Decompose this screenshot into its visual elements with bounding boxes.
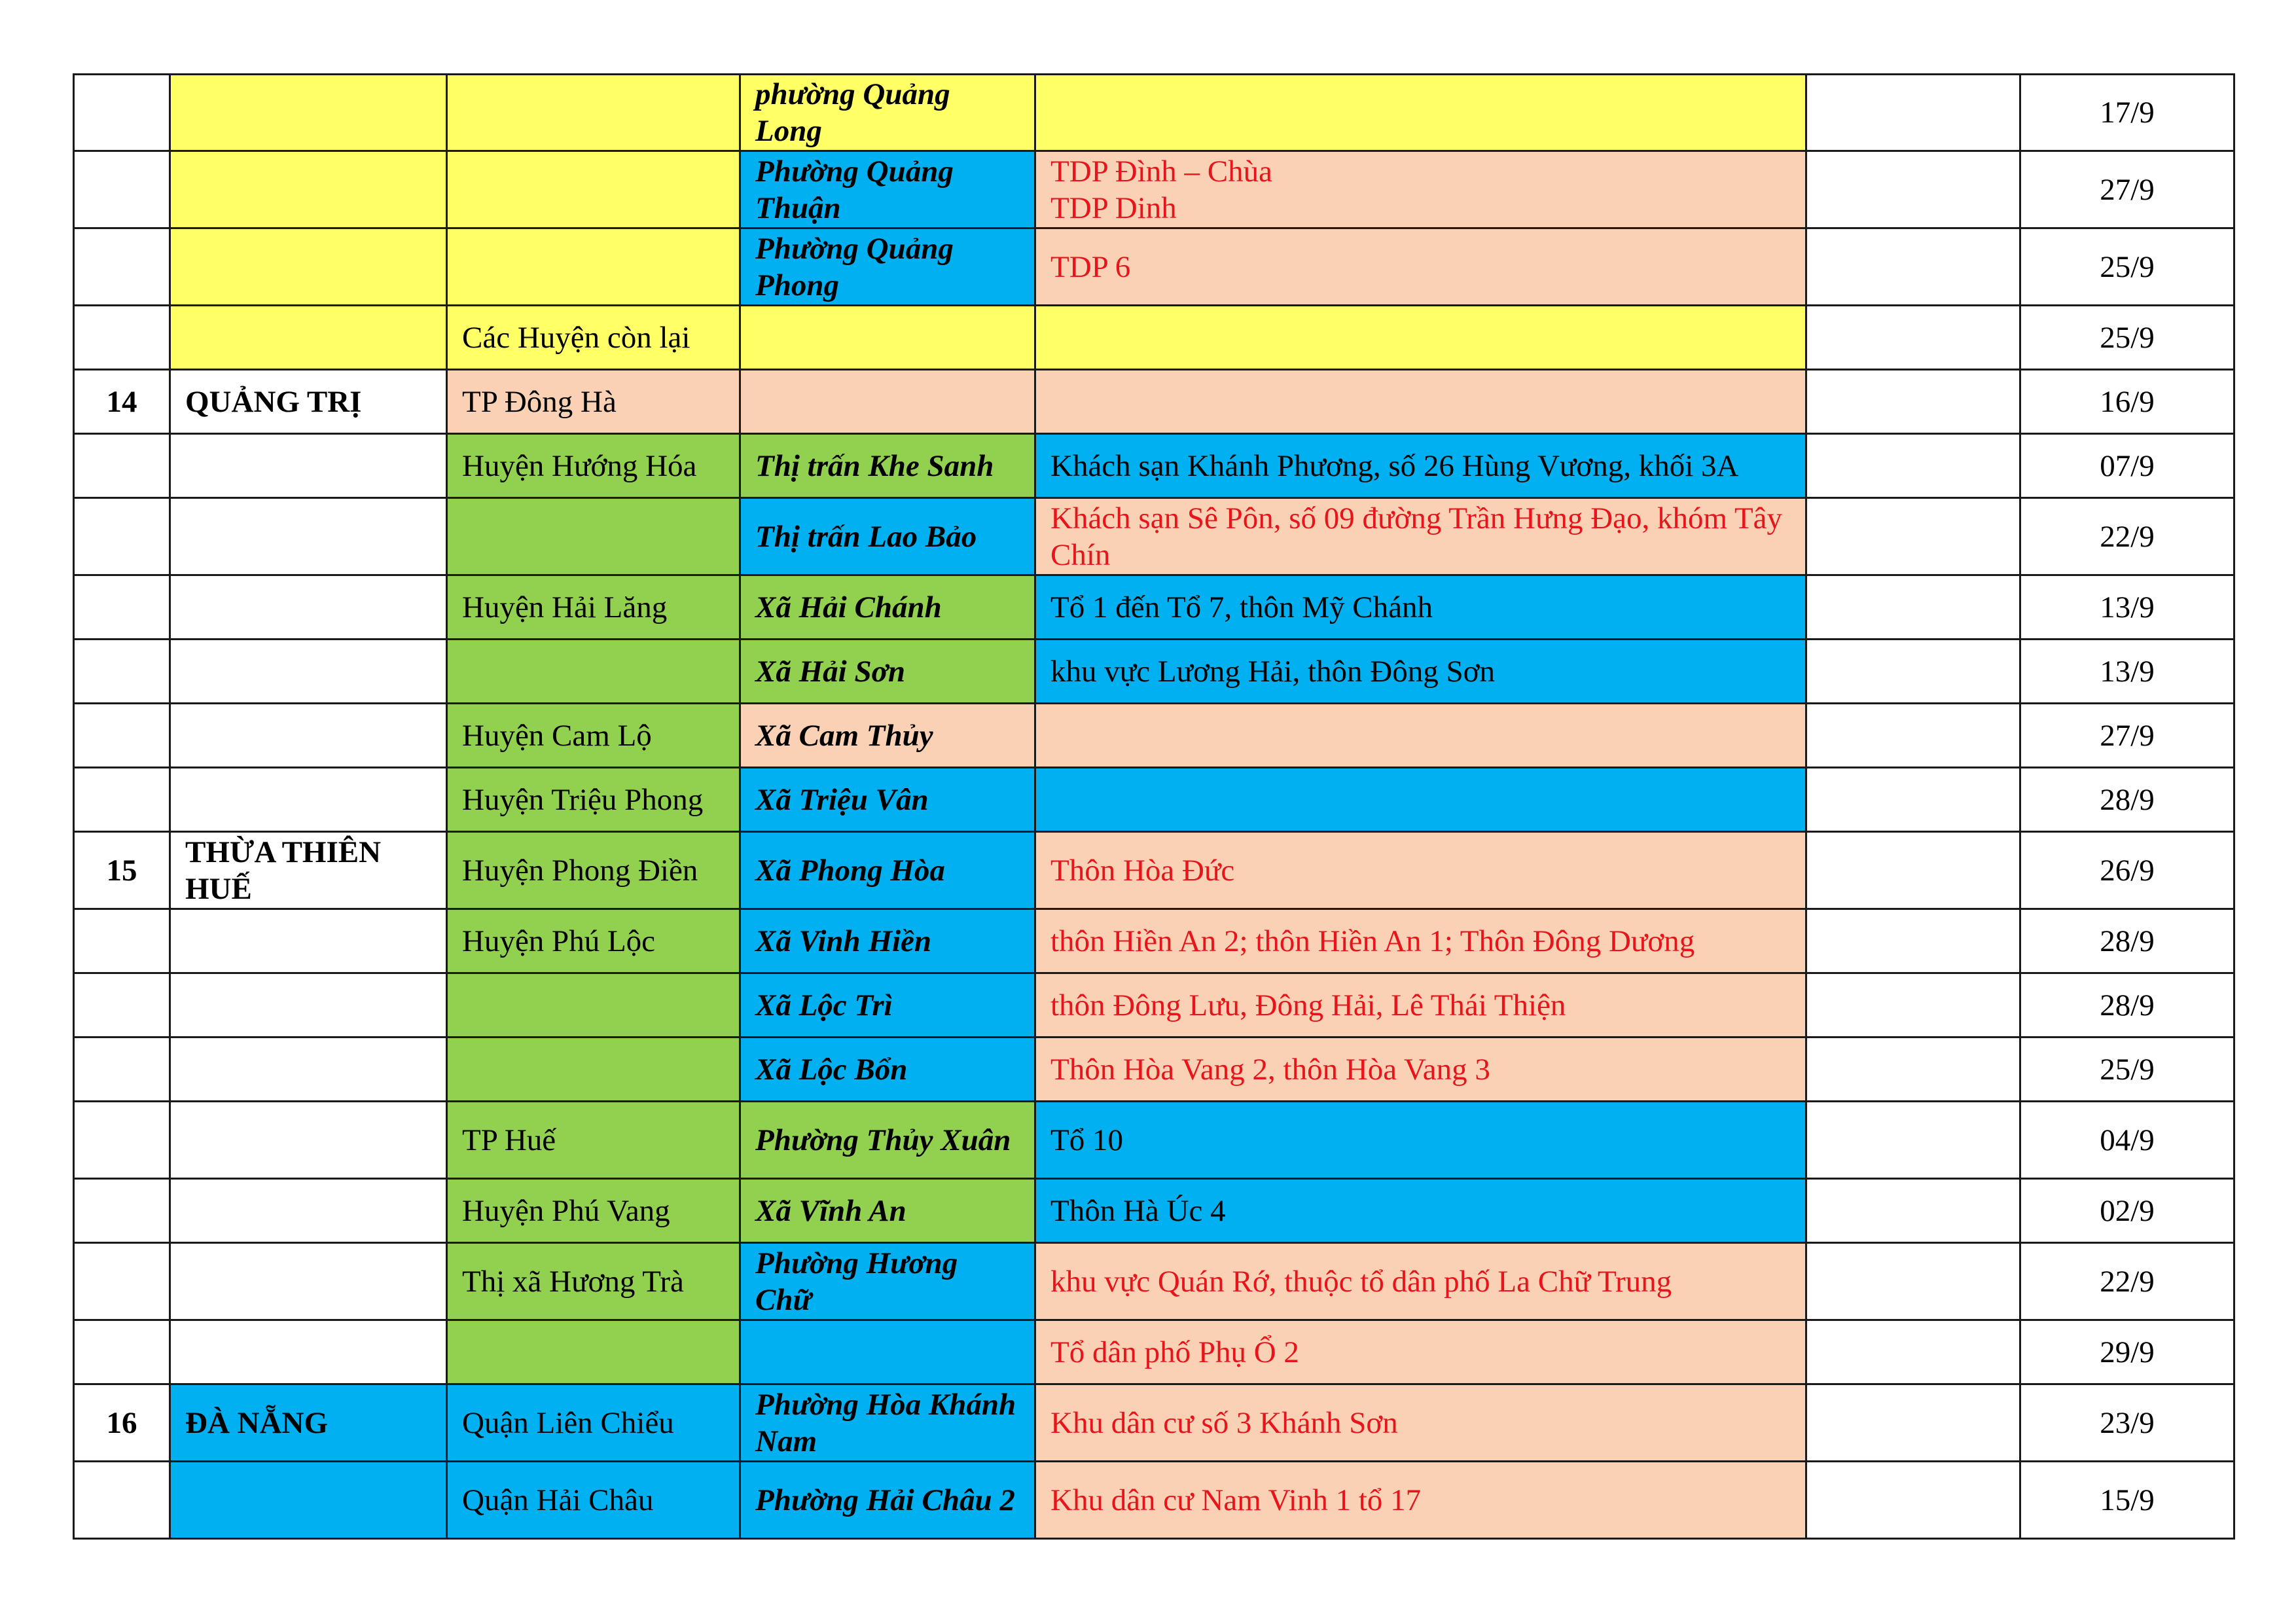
extra-cell <box>1806 1384 2020 1462</box>
extra-cell <box>1806 909 2020 973</box>
row-number-cell <box>74 1038 170 1102</box>
table-row <box>74 832 2234 909</box>
ward-cell: Xã Vĩnh An <box>740 1179 1035 1243</box>
extra-cell <box>1806 1462 2020 1539</box>
province-cell <box>170 909 447 973</box>
row-number-cell <box>74 973 170 1038</box>
date-cell: 27/9 <box>2020 704 2234 768</box>
table-row <box>74 1384 2234 1462</box>
table-body <box>74 75 2234 1539</box>
district-cell: TP Huế <box>447 1102 740 1179</box>
district-cell: Huyện Phong Điền <box>447 832 740 909</box>
ward-cell <box>740 370 1035 434</box>
ward-cell: Xã Hải Chánh <box>740 575 1035 640</box>
table-row <box>74 704 2234 768</box>
address-cell <box>1035 498 1806 575</box>
extra-cell <box>1806 498 2020 575</box>
address-cell <box>1035 1384 1806 1462</box>
address-line: TDP 6 <box>1050 249 1131 284</box>
table-row <box>74 498 2234 575</box>
province-cell <box>170 306 447 370</box>
district-cell <box>447 1038 740 1102</box>
province-cell <box>170 75 447 151</box>
ward-cell: Thị trấn Khe Sanh <box>740 434 1035 498</box>
district-cell <box>447 75 740 151</box>
extra-cell <box>1806 1320 2020 1384</box>
district-cell: Các Huyện còn lại <box>447 306 740 370</box>
table-row <box>74 640 2234 704</box>
date-cell: 16/9 <box>2020 370 2234 434</box>
address-cell <box>1035 306 1806 370</box>
district-cell <box>447 973 740 1038</box>
ward-cell: Phường Quảng Thuận <box>740 151 1035 228</box>
address-cell <box>1035 228 1806 306</box>
row-number-cell <box>74 1179 170 1243</box>
row-number-cell <box>74 909 170 973</box>
address-cell <box>1035 768 1806 832</box>
row-number-cell <box>74 498 170 575</box>
address-line: Tổ 10 <box>1050 1123 1123 1157</box>
address-line: khu vực Quán Rớ, thuộc tổ dân phố La Chữ Trung <box>1050 1264 1672 1299</box>
province-cell <box>170 704 447 768</box>
row-number-cell <box>74 228 170 306</box>
date-cell: 04/9 <box>2020 1102 2234 1179</box>
district-cell: Huyện Triệu Phong <box>447 768 740 832</box>
district-cell: Quận Hải Châu <box>447 1462 740 1539</box>
province-cell <box>170 1320 447 1384</box>
province-cell <box>170 1038 447 1102</box>
province-cell <box>170 1243 447 1320</box>
table-row <box>74 306 2234 370</box>
date-cell: 13/9 <box>2020 640 2234 704</box>
address-line: thôn Hiền An 2; thôn Hiền An 1; Thôn Đông Dương <box>1050 924 1695 958</box>
district-cell <box>447 640 740 704</box>
province-cell <box>170 640 447 704</box>
address-cell <box>1035 973 1806 1038</box>
province-cell: THỪA THIÊN HUẾ <box>170 832 447 909</box>
date-cell: 26/9 <box>2020 832 2234 909</box>
address-cell <box>1035 1038 1806 1102</box>
district-cell: TP Đông Hà <box>447 370 740 434</box>
extra-cell <box>1806 1243 2020 1320</box>
date-cell: 29/9 <box>2020 1320 2234 1384</box>
extra-cell <box>1806 640 2020 704</box>
table-row <box>74 1102 2234 1179</box>
address-line: Khu dân cư Nam Vinh 1 tổ 17 <box>1050 1483 1422 1517</box>
address-cell <box>1035 832 1806 909</box>
district-cell <box>447 498 740 575</box>
extra-cell <box>1806 1179 2020 1243</box>
district-cell <box>447 151 740 228</box>
row-number-cell <box>74 75 170 151</box>
date-cell: 25/9 <box>2020 1038 2234 1102</box>
district-cell: Huyện Hướng Hóa <box>447 434 740 498</box>
ward-cell: Thị trấn Lao Bảo <box>740 498 1035 575</box>
row-number-cell <box>74 640 170 704</box>
date-cell: 23/9 <box>2020 1384 2234 1462</box>
extra-cell <box>1806 75 2020 151</box>
extra-cell <box>1806 768 2020 832</box>
address-line: thôn Đông Lưu, Đông Hải, Lê Thái Thiện <box>1050 988 1566 1022</box>
extra-cell <box>1806 832 2020 909</box>
ward-cell: Phường Thủy Xuân <box>740 1102 1035 1179</box>
address-line: TDP Dinh <box>1050 190 1177 225</box>
table-row <box>74 370 2234 434</box>
district-cell <box>447 228 740 306</box>
district-cell: Huyện Hải Lăng <box>447 575 740 640</box>
table-row <box>74 909 2234 973</box>
address-line: Thôn Hòa Đức <box>1050 853 1235 888</box>
row-number-cell: 14 <box>74 370 170 434</box>
extra-cell <box>1806 1102 2020 1179</box>
extra-cell <box>1806 228 2020 306</box>
row-number-cell: 15 <box>74 832 170 909</box>
table-row <box>74 1462 2234 1539</box>
row-number-cell <box>74 768 170 832</box>
district-cell: Thị xã Hương Trà <box>447 1243 740 1320</box>
table-row <box>74 1038 2234 1102</box>
address-line: Khách sạn Sê Pôn, số 09 đường Trần Hưng Đạo, khóm Tây Chín <box>1050 501 1783 572</box>
date-cell: 13/9 <box>2020 575 2234 640</box>
province-cell <box>170 151 447 228</box>
address-cell <box>1035 704 1806 768</box>
row-number-cell <box>74 1462 170 1539</box>
district-cell: Huyện Phú Vang <box>447 1179 740 1243</box>
province-cell <box>170 1179 447 1243</box>
address-cell <box>1035 1179 1806 1243</box>
row-number-cell <box>74 1243 170 1320</box>
extra-cell <box>1806 434 2020 498</box>
province-cell <box>170 575 447 640</box>
district-cell: Huyện Cam Lộ <box>447 704 740 768</box>
province-cell <box>170 228 447 306</box>
row-number-cell <box>74 306 170 370</box>
address-line: Khu dân cư số 3 Khánh Sơn <box>1050 1405 1398 1440</box>
date-cell: 07/9 <box>2020 434 2234 498</box>
date-cell: 28/9 <box>2020 768 2234 832</box>
date-cell: 25/9 <box>2020 306 2234 370</box>
table-row <box>74 151 2234 228</box>
date-cell: 15/9 <box>2020 1462 2234 1539</box>
row-number-cell <box>74 434 170 498</box>
row-number-cell <box>74 151 170 228</box>
table-row <box>74 973 2234 1038</box>
district-cell <box>447 1320 740 1384</box>
date-cell: 25/9 <box>2020 228 2234 306</box>
date-cell: 27/9 <box>2020 151 2234 228</box>
address-cell <box>1035 370 1806 434</box>
table-row <box>74 575 2234 640</box>
district-cell: Huyện Phú Lộc <box>447 909 740 973</box>
address-line: Thôn Hòa Vang 2, thôn Hòa Vang 3 <box>1050 1052 1490 1087</box>
ward-cell: Xã Cam Thủy <box>740 704 1035 768</box>
ward-cell: Xã Hải Sơn <box>740 640 1035 704</box>
outbreak-location-table <box>73 73 2235 1540</box>
date-cell: 28/9 <box>2020 909 2234 973</box>
address-cell <box>1035 640 1806 704</box>
date-cell: 17/9 <box>2020 75 2234 151</box>
address-cell <box>1035 151 1806 228</box>
address-line: khu vực Lương Hải, thôn Đông Sơn <box>1050 654 1495 689</box>
district-cell: Quận Liên Chiểu <box>447 1384 740 1462</box>
extra-cell <box>1806 575 2020 640</box>
date-cell: 02/9 <box>2020 1179 2234 1243</box>
date-cell: 22/9 <box>2020 1243 2234 1320</box>
extra-cell <box>1806 306 2020 370</box>
row-number-cell <box>74 704 170 768</box>
extra-cell <box>1806 973 2020 1038</box>
date-cell: 22/9 <box>2020 498 2234 575</box>
ward-cell: Xã Triệu Vân <box>740 768 1035 832</box>
province-cell <box>170 498 447 575</box>
ward-cell: Phường Quảng Phong <box>740 228 1035 306</box>
address-cell <box>1035 575 1806 640</box>
table-row <box>74 768 2234 832</box>
ward-cell: Xã Lộc Trì <box>740 973 1035 1038</box>
extra-cell <box>1806 704 2020 768</box>
ward-cell: phường Quảng Long <box>740 75 1035 151</box>
ward-cell: Phường Hòa Khánh Nam <box>740 1384 1035 1462</box>
province-cell <box>170 973 447 1038</box>
table-row <box>74 1243 2234 1320</box>
address-cell <box>1035 909 1806 973</box>
row-number-cell: 16 <box>74 1384 170 1462</box>
table-row <box>74 75 2234 151</box>
province-cell <box>170 1462 447 1539</box>
table-row <box>74 1320 2234 1384</box>
row-number-cell <box>74 575 170 640</box>
extra-cell <box>1806 151 2020 228</box>
ward-cell: Phường Hương Chữ <box>740 1243 1035 1320</box>
address-line: Khách sạn Khánh Phương, số 26 Hùng Vương, khối 3A <box>1050 448 1739 483</box>
address-line: Tổ 1 đến Tổ 7, thôn Mỹ Chánh <box>1050 590 1433 624</box>
table-row <box>74 228 2234 306</box>
address-line: Tổ dân phố Phụ Ổ 2 <box>1050 1335 1299 1369</box>
extra-cell <box>1806 1038 2020 1102</box>
ward-cell: Phường Hải Châu 2 <box>740 1462 1035 1539</box>
province-cell: ĐÀ NẴNG <box>170 1384 447 1462</box>
ward-cell: Xã Lộc Bổn <box>740 1038 1035 1102</box>
address-cell <box>1035 1320 1806 1384</box>
address-line: TDP Đình – Chùa <box>1050 154 1273 189</box>
table-row <box>74 434 2234 498</box>
province-cell <box>170 1102 447 1179</box>
address-line: Thôn Hà Úc 4 <box>1050 1193 1226 1228</box>
address-cell <box>1035 1462 1806 1539</box>
address-cell <box>1035 1243 1806 1320</box>
address-cell <box>1035 1102 1806 1179</box>
row-number-cell <box>74 1320 170 1384</box>
ward-cell: Xã Phong Hòa <box>740 832 1035 909</box>
province-cell <box>170 434 447 498</box>
address-cell <box>1035 75 1806 151</box>
address-cell <box>1035 434 1806 498</box>
date-cell: 28/9 <box>2020 973 2234 1038</box>
ward-cell: Xã Vinh Hiền <box>740 909 1035 973</box>
row-number-cell <box>74 1102 170 1179</box>
extra-cell <box>1806 370 2020 434</box>
province-cell <box>170 768 447 832</box>
ward-cell <box>740 306 1035 370</box>
ward-cell <box>740 1320 1035 1384</box>
table-row <box>74 1179 2234 1243</box>
province-cell: QUẢNG TRỊ <box>170 370 447 434</box>
